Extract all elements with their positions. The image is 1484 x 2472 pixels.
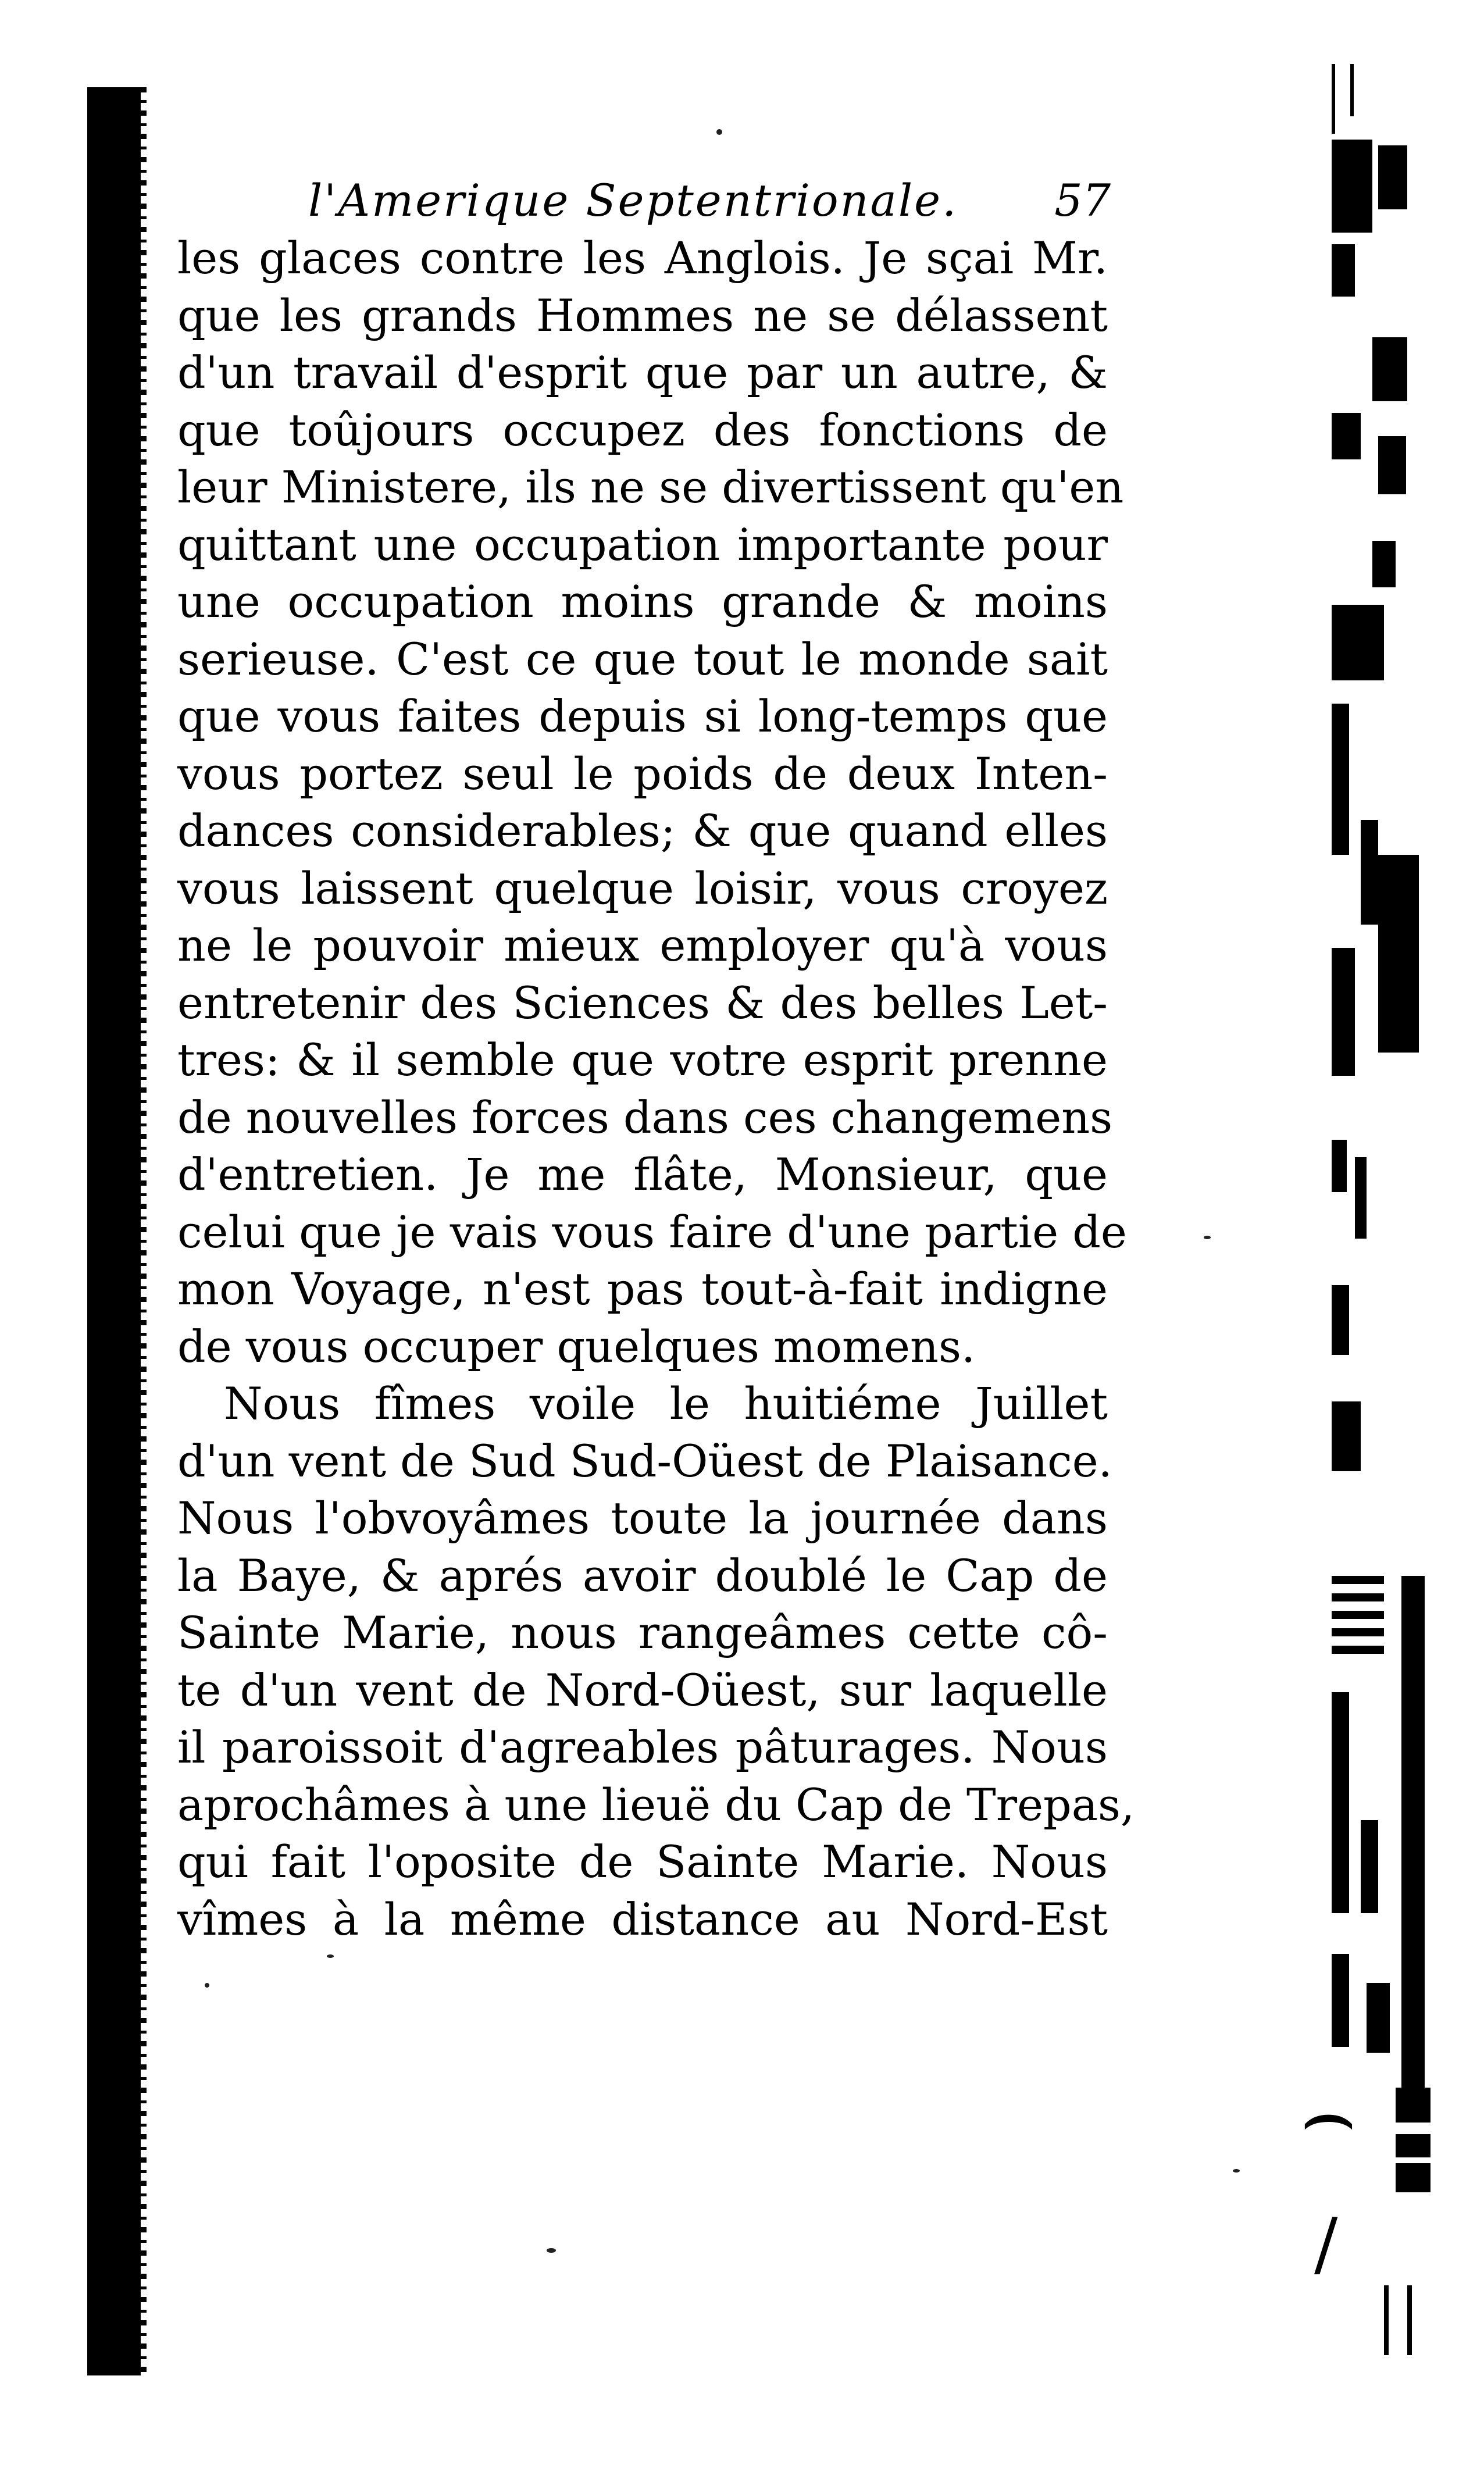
margin-mark-curl: ⌢ [1300, 2063, 1357, 2164]
ink-speck [1204, 1236, 1211, 1239]
text-line: une occupation moins grande & moins [177, 576, 1108, 627]
running-header [308, 174, 1111, 238]
text-line: les glaces contre les Anglois. Je sçai Mr. [177, 232, 1108, 284]
ink-speck [716, 129, 722, 135]
paragraph-start-line: Nous fîmes voile le huitiéme Juillet [224, 1378, 1108, 1429]
text-line: la Baye, & aprés avoir doublé le Cap de [177, 1549, 1108, 1601]
text-line: de nouvelles forces dans ces changemens [177, 1091, 1113, 1143]
text-line: mon Voyage, n'est pas tout-à-fait indigne [177, 1263, 1108, 1315]
body-text [177, 230, 1135, 1948]
margin-mark-slash: / [1314, 2204, 1338, 2285]
binding-edge [87, 87, 141, 2375]
text-line: d'un vent de Sud Sud-Oüest de Plaisance. [177, 1435, 1112, 1487]
text-line: d'un travail d'esprit que par un autre, & [177, 347, 1108, 398]
text-line: vîmes à la même distance au Nord-Est [177, 1893, 1108, 1945]
text-line: celui que je vais vous faire d'une partie de [177, 1205, 1127, 1258]
text-line: qui fait l'oposite de Sainte Marie. Nous [177, 1836, 1108, 1888]
text-line: aprochâmes à une lieuë du Cap de Trepas, [177, 1778, 1135, 1831]
paragraph-end-line: de vous occuper quelques momens. [177, 1320, 976, 1372]
text-line: vous laissent quelque loisir, vous croyez [177, 862, 1108, 914]
text-line: que toûjours occupez des fonctions de [177, 404, 1108, 456]
ink-speck [1233, 2169, 1240, 2173]
ink-speck [547, 2248, 556, 2253]
text-line: serieuse. C'est ce que tout le monde sait [177, 633, 1108, 685]
page-edge-bleed [1332, 64, 1436, 2390]
text-line: ne le pouvoir mieux employer qu'à vous [177, 919, 1108, 971]
text-line: dances considerables; & que quand elles [177, 805, 1108, 857]
text-line: leur Ministere, ils ne se divertissent qu'en [177, 461, 1124, 513]
text-line: entretenir des Sciences & des belles Let- [177, 976, 1108, 1029]
text-line: il paroissoit d'agreables pâturages. Nous [177, 1721, 1108, 1773]
text-line: que les grands Hommes ne se délassent [177, 289, 1108, 341]
text-line: tres: & il semble que votre esprit prenne [177, 1034, 1108, 1086]
binding-fray [138, 87, 147, 2375]
running-title: l'Amerique Septentrionale. [308, 174, 958, 226]
text-line: Nous l'obvoyâmes toute la journée dans [177, 1492, 1108, 1544]
text-line: Sainte Marie, nous rangeâmes cette cô- [177, 1607, 1108, 1658]
text-line: quittant une occupation importante pour [177, 518, 1108, 570]
text-line: te d'un vent de Nord-Oüest, sur laquelle [177, 1664, 1108, 1716]
text-line: d'entretien. Je me flâte, Monsieur, que [177, 1148, 1108, 1200]
text-line: que vous faites depuis si long-temps que [177, 690, 1108, 742]
ink-speck [327, 1954, 334, 1958]
page-number: 57 [1054, 174, 1111, 226]
text-line: vous portez seul le poids de deux Inten- [177, 747, 1108, 800]
ink-speck [205, 1983, 209, 1988]
